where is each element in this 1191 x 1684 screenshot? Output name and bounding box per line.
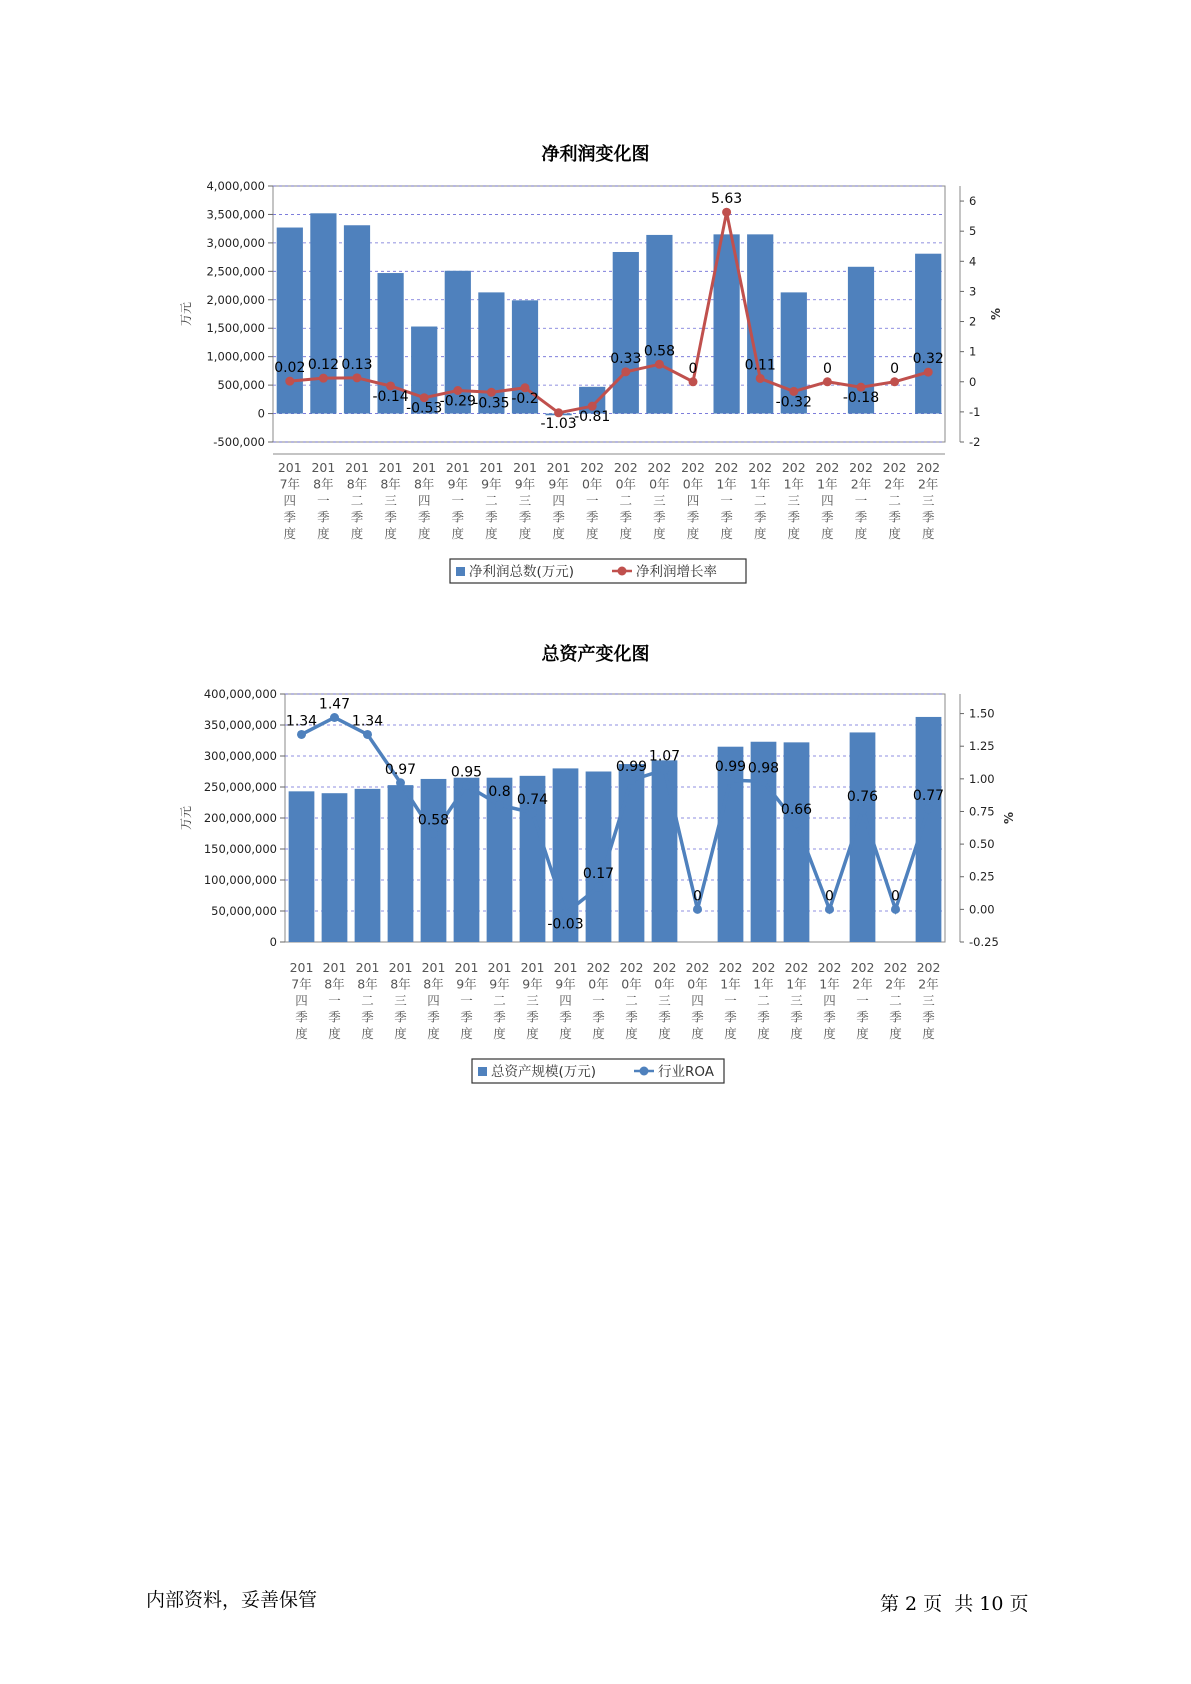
legend-bar-swatch bbox=[478, 1067, 487, 1076]
y2-axis-title: % bbox=[989, 307, 1003, 321]
bar bbox=[388, 785, 414, 942]
legend-label: 净利润总数(万元) bbox=[469, 564, 575, 580]
x-tick-label: 201 9年四季度 bbox=[546, 460, 571, 541]
footer-page-number: 第 2 页 共 10 页 bbox=[880, 1593, 1029, 1615]
x-tick-label: 201 8年三季度 bbox=[378, 460, 403, 541]
data-point bbox=[924, 804, 933, 813]
footer-confidential-note: 内部资料，妥善保管 bbox=[146, 1589, 318, 1611]
data-point bbox=[823, 377, 832, 386]
x-tick-label: 202 0年二季度 bbox=[619, 960, 644, 1041]
x-tick-label: 201 8年二季度 bbox=[345, 460, 369, 541]
data-point bbox=[462, 781, 471, 790]
y2-tick-label: 0 bbox=[969, 374, 977, 389]
data-point bbox=[429, 829, 438, 838]
data-label: -0.29 bbox=[439, 393, 476, 410]
data-label: 0.97 bbox=[384, 761, 417, 778]
data-label: 0.33 bbox=[610, 350, 642, 367]
x-tick-label: 202 0年四季度 bbox=[681, 460, 705, 541]
data-point bbox=[891, 905, 900, 914]
data-point bbox=[396, 778, 405, 787]
y2-tick-label: -2 bbox=[969, 435, 981, 449]
x-tick-label: 201 9年三季度 bbox=[520, 960, 545, 1041]
y-tick-label: 400,000,000 bbox=[203, 687, 277, 701]
y-tick-label: 250,000,000 bbox=[203, 780, 277, 794]
y-axis-title: 万元 bbox=[179, 301, 193, 327]
x-tick-label: 202 2年三季度 bbox=[916, 460, 941, 541]
bar bbox=[916, 717, 942, 942]
bar bbox=[421, 779, 447, 942]
bar bbox=[652, 760, 678, 942]
data-point bbox=[353, 373, 362, 382]
data-label: 1.07 bbox=[648, 748, 681, 765]
y2-tick-label: 0.75 bbox=[969, 804, 995, 819]
data-point bbox=[759, 777, 768, 786]
bar bbox=[619, 764, 645, 942]
data-point bbox=[528, 808, 537, 817]
data-label: -0.03 bbox=[547, 916, 584, 933]
x-tick-label: 201 7年四季度 bbox=[289, 960, 314, 1041]
y2-tick-label: 6 bbox=[969, 194, 977, 209]
data-label: 0.99 bbox=[615, 759, 648, 776]
x-tick-label: 201 9年一季度 bbox=[454, 960, 479, 1041]
y2-tick-label: 3 bbox=[969, 284, 977, 299]
y-tick-label: 100,000,000 bbox=[203, 873, 277, 887]
data-label: 0.74 bbox=[516, 791, 549, 808]
data-label: 0.12 bbox=[307, 357, 339, 374]
legend-label: 总资产规模(万元) bbox=[491, 1064, 597, 1080]
y2-tick-label: 1.25 bbox=[969, 739, 995, 754]
data-label: 0.99 bbox=[714, 759, 747, 776]
data-label: 1.34 bbox=[285, 713, 318, 730]
y2-tick-label: 1 bbox=[969, 344, 977, 359]
legend-marker bbox=[640, 1067, 649, 1076]
total-assets-chart bbox=[0, 630, 1191, 1100]
bar bbox=[289, 791, 315, 942]
data-point bbox=[363, 730, 372, 739]
bar bbox=[322, 793, 348, 942]
data-label: -0.53 bbox=[406, 400, 443, 417]
y-tick-label: -500,000 bbox=[213, 435, 265, 449]
y-tick-label: 150,000,000 bbox=[203, 842, 277, 856]
y-tick-label: 2,500,000 bbox=[206, 264, 265, 279]
y2-tick-label: 5 bbox=[969, 224, 977, 239]
y-tick-label: 50,000,000 bbox=[211, 904, 277, 918]
x-tick-label: 202 2年二季度 bbox=[882, 460, 907, 541]
x-tick-label: 201 8年一季度 bbox=[311, 460, 336, 541]
y2-tick-label: 2 bbox=[969, 314, 977, 329]
data-label: 0 bbox=[890, 360, 900, 377]
bar bbox=[646, 235, 672, 414]
x-tick-label: 202 1年一季度 bbox=[718, 960, 743, 1041]
y-axis-title: 万元 bbox=[179, 805, 193, 831]
y-tick-label: 3,000,000 bbox=[206, 235, 265, 250]
legend-bar-swatch bbox=[456, 567, 465, 576]
data-label: 1.47 bbox=[318, 696, 351, 713]
legend-marker bbox=[618, 567, 627, 576]
x-tick-label: 202 2年二季度 bbox=[883, 960, 908, 1041]
data-label: 0.58 bbox=[643, 343, 675, 360]
data-label: -0.18 bbox=[842, 390, 880, 407]
y-tick-label: 1,500,000 bbox=[206, 321, 265, 336]
data-label: 0.11 bbox=[744, 357, 776, 374]
x-tick-label: 202 0年四季度 bbox=[685, 960, 710, 1041]
y-tick-label: 3,500,000 bbox=[206, 207, 265, 222]
y2-tick-label: 0.00 bbox=[969, 902, 995, 917]
x-tick-label: 202 1年二季度 bbox=[748, 460, 773, 541]
data-label: 0.13 bbox=[341, 356, 373, 373]
data-label: 0.76 bbox=[846, 789, 879, 806]
y2-tick-label: -1 bbox=[969, 404, 981, 419]
x-tick-label: 202 1年四季度 bbox=[815, 460, 840, 541]
y-tick-label: 300,000,000 bbox=[203, 749, 277, 763]
y-tick-label: 0 bbox=[269, 935, 277, 949]
y-tick-label: 350,000,000 bbox=[203, 718, 277, 732]
bar bbox=[613, 252, 639, 414]
data-point bbox=[924, 368, 933, 377]
data-point bbox=[660, 765, 669, 774]
data-label: 0.32 bbox=[912, 351, 944, 368]
x-tick-label: 202 1年一季度 bbox=[714, 460, 739, 541]
data-label: 0 bbox=[688, 360, 698, 377]
x-tick-label: 201 7年四季度 bbox=[277, 460, 302, 541]
y-tick-label: 4,000,000 bbox=[206, 179, 265, 193]
net-profit-chart-svg bbox=[0, 130, 1191, 600]
x-tick-label: 201 9年二季度 bbox=[487, 960, 512, 1041]
data-point bbox=[858, 806, 867, 815]
data-label: -0.32 bbox=[775, 394, 812, 411]
data-label: -0.81 bbox=[574, 409, 611, 426]
data-label: 0.95 bbox=[450, 764, 483, 781]
x-tick-label: 202 1年三季度 bbox=[784, 960, 809, 1041]
x-tick-label: 201 9年四季度 bbox=[553, 960, 578, 1041]
chart-title: 总资产变化图 bbox=[541, 644, 650, 665]
data-point bbox=[297, 730, 306, 739]
x-tick-label: 202 1年二季度 bbox=[751, 960, 776, 1041]
y-tick-label: 200,000,000 bbox=[203, 811, 277, 825]
legend-label: 行业ROA bbox=[658, 1064, 715, 1080]
data-label: 0.77 bbox=[912, 787, 945, 804]
y-tick-label: 2,000,000 bbox=[206, 292, 265, 307]
x-tick-label: 202 0年二季度 bbox=[613, 460, 638, 541]
data-label: 1.34 bbox=[351, 713, 384, 730]
data-point bbox=[621, 367, 630, 376]
data-label: 0 bbox=[693, 888, 702, 905]
x-tick-label: 202 2年三季度 bbox=[916, 960, 941, 1041]
total-assets-chart-svg bbox=[0, 630, 1191, 1100]
x-tick-label: 202 0年一季度 bbox=[580, 460, 605, 541]
data-label: 0.02 bbox=[274, 360, 306, 377]
data-point bbox=[319, 374, 328, 383]
bar bbox=[747, 234, 773, 413]
x-tick-label: 201 8年四季度 bbox=[412, 460, 437, 541]
x-tick-label: 201 9年一季度 bbox=[445, 460, 470, 541]
data-label: -1.03 bbox=[540, 415, 577, 432]
x-tick-label: 202 2年一季度 bbox=[849, 460, 873, 541]
legend-label: 净利润增长率 bbox=[636, 564, 717, 580]
data-label: -0.2 bbox=[511, 390, 539, 407]
data-point bbox=[825, 905, 834, 914]
x-tick-label: 202 1年三季度 bbox=[781, 460, 806, 541]
x-tick-label: 202 0年三季度 bbox=[647, 460, 672, 541]
bar bbox=[454, 778, 480, 942]
y-tick-label: 1,000,000 bbox=[206, 349, 265, 364]
data-point bbox=[594, 883, 603, 892]
data-point bbox=[627, 776, 636, 785]
y-tick-label: 0 bbox=[257, 406, 265, 421]
data-point bbox=[726, 776, 735, 785]
data-point bbox=[722, 208, 731, 217]
data-label: 0 bbox=[822, 360, 832, 377]
net-profit-chart bbox=[0, 130, 1191, 600]
data-point bbox=[495, 800, 504, 809]
x-tick-label: 202 2年一季度 bbox=[850, 960, 875, 1041]
x-tick-label: 202 0年三季度 bbox=[652, 960, 677, 1041]
data-point bbox=[689, 377, 698, 386]
x-tick-label: 201 9年二季度 bbox=[479, 460, 504, 541]
y2-axis-title: % bbox=[1002, 811, 1016, 825]
data-label: 0 bbox=[891, 888, 900, 905]
data-label: 0.66 bbox=[780, 802, 813, 819]
data-label: 0.17 bbox=[582, 866, 615, 883]
data-label: 0.58 bbox=[417, 812, 450, 829]
data-label: -0.35 bbox=[473, 395, 510, 412]
data-point bbox=[330, 713, 339, 722]
y2-tick-label: 1.00 bbox=[969, 771, 995, 786]
y-tick-label: 500,000 bbox=[217, 378, 265, 393]
bar bbox=[915, 254, 941, 414]
data-point bbox=[756, 374, 765, 383]
data-label: -0.14 bbox=[372, 388, 409, 405]
data-point bbox=[285, 377, 294, 386]
data-label: 0.8 bbox=[488, 783, 511, 800]
y2-tick-label: 1.50 bbox=[969, 706, 995, 721]
data-point bbox=[655, 360, 664, 369]
x-tick-label: 201 8年三季度 bbox=[388, 960, 413, 1041]
y2-tick-label: 0.25 bbox=[969, 869, 995, 884]
x-tick-label: 202 0年一季度 bbox=[586, 960, 611, 1041]
x-tick-label: 201 8年一季度 bbox=[322, 960, 347, 1041]
y2-tick-label: -0.25 bbox=[969, 935, 999, 949]
data-label: 5.63 bbox=[711, 191, 743, 208]
x-tick-label: 201 8年二季度 bbox=[355, 960, 380, 1041]
data-point bbox=[890, 377, 899, 386]
x-tick-label: 201 9年三季度 bbox=[513, 460, 537, 541]
data-label: 0 bbox=[825, 888, 834, 905]
y2-tick-label: 0.50 bbox=[969, 837, 995, 852]
x-tick-label: 201 8年四季度 bbox=[421, 960, 446, 1041]
chart-title: 净利润变化图 bbox=[541, 144, 650, 165]
data-point bbox=[693, 905, 702, 914]
bar bbox=[355, 789, 381, 942]
data-label: 0.98 bbox=[747, 760, 780, 777]
x-tick-label: 202 1年四季度 bbox=[817, 960, 842, 1041]
bar bbox=[344, 225, 370, 413]
data-point bbox=[792, 819, 801, 828]
y2-tick-label: 4 bbox=[969, 254, 977, 269]
bar bbox=[310, 213, 336, 413]
